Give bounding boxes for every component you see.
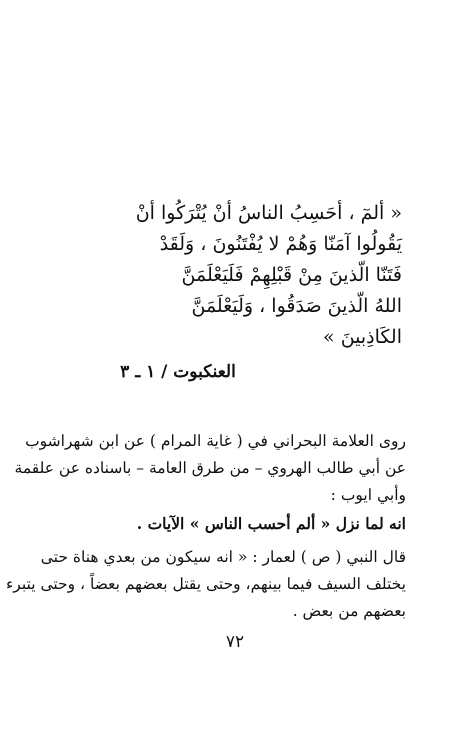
paragraph-line: عن أبي طالب الهروي – من طرق العامة – باسناده عن علقمة [14,459,406,477]
paragraph-line: روى العلامة البحراني في ( غاية المرام ) عن ابن شهراشوب [25,432,406,450]
verse-line: اللهُ الّذينَ صَدَقُوا ، وَلَيَعْلَمَنَّ [191,295,402,317]
verse-reference: العنكبوت / ١ ـ ٣ [120,362,236,382]
paragraph-line: انه لما نزل « ألم أحسب الناس » الآيات . [136,514,406,533]
verse-line: الكَاذِبينَ » [323,326,402,348]
verse-line: « ألمٓ ، أحَسِبُ الناسُ أنْ يُتْرَكُوا أنْ [135,202,402,224]
page-number: ٧٢ [225,632,245,652]
paragraph-line: يختلف السيف فيما بينهم، وحتى يقتل بعضهم بعضاً ، وحتى يتبرء [6,575,406,593]
paragraph-line: بعضهم من بعض . [292,602,406,620]
narration-paragraph [14,428,406,509]
prophet-quote-paragraph [6,544,406,625]
paragraph-line: وأبي ايوب : [330,486,406,504]
verse-line: فَتَنّا الّذينَ مِنْ قَبْلِهِمْ فَلَيَعْلَمَنَّ [181,264,402,286]
verse-line: يَقُولُوا آمَنّا وَهُمْ لا يُفْتَنُونَ ، وَلَقَدْ [159,233,402,255]
paragraph-line: قال النبي ( ص ) لعمار : « انه سيكون من بعدي هناة حتى [40,548,406,566]
revelation-paragraph [76,510,406,537]
quran-verse [82,198,402,353]
